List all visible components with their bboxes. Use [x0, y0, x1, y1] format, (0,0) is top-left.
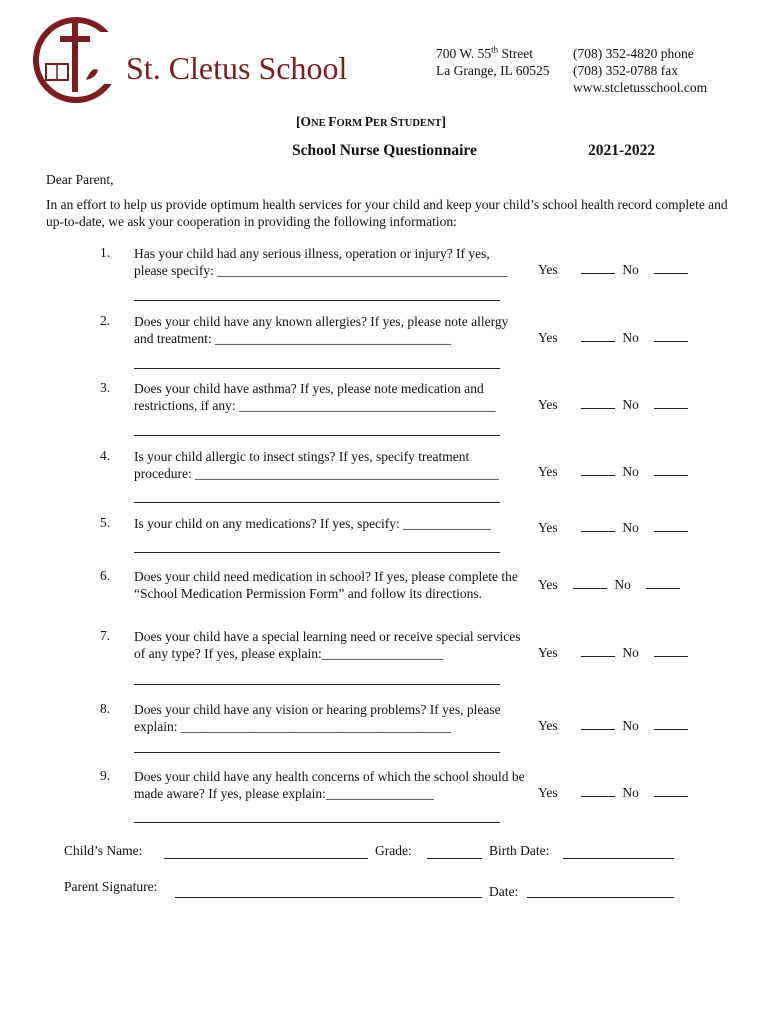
school-name: St. Cletus School — [126, 50, 348, 86]
website: www.stcletusschool.com — [573, 80, 708, 95]
intro-paragraph: In an effort to help us provide optimum health services for your child and keep your child’s school health record complete and up-to-date, we ask your cooperation in providing the following information: — [46, 197, 728, 229]
no-blank[interactable] — [654, 474, 688, 476]
no-label: No — [622, 262, 639, 277]
yes-blank[interactable] — [581, 655, 615, 657]
form-title: School Nurse Questionnaire — [292, 142, 477, 159]
yes-label: Yes — [538, 785, 558, 800]
no-label: No — [622, 464, 639, 479]
fax: (708) 352-0788 fax — [573, 63, 678, 78]
answer-line[interactable] — [134, 300, 500, 301]
no-label: No — [622, 330, 639, 345]
yes-no-field — [538, 464, 688, 480]
question-text: Does your child have any health concerns of which the school should be made aware? If yes, please explain:________________ — [134, 769, 525, 801]
question-text: Does your child have asthma? If yes, please note medication and restrictions, if any: ______________________________________ — [134, 381, 496, 413]
question-text: Is your child allergic to insect stings? If yes, specify treatment procedure: _____________________________________________ — [134, 449, 499, 481]
yes-label: Yes — [538, 520, 558, 535]
yes-label: Yes — [538, 330, 558, 345]
question-number: 9. — [100, 768, 111, 783]
yes-blank[interactable] — [581, 272, 615, 274]
yes-no-field — [538, 645, 688, 661]
answer-line[interactable] — [134, 368, 500, 369]
question-number: 5. — [100, 515, 111, 530]
yes-blank[interactable] — [581, 728, 615, 730]
yes-no-field — [538, 785, 688, 801]
yes-label: Yes — [538, 577, 558, 592]
answer-line[interactable] — [134, 552, 500, 553]
question-number: 3. — [100, 380, 111, 395]
birth-date-field[interactable] — [563, 858, 674, 859]
no-label: No — [622, 645, 639, 660]
yes-label: Yes — [538, 718, 558, 733]
yes-blank[interactable] — [581, 407, 615, 409]
yes-no-field — [538, 577, 680, 593]
school-logo — [30, 14, 122, 106]
question-text: Has your child had any serious illness, operation or injury? If yes, please specify: ___________________________________________ — [134, 246, 508, 278]
yes-label: Yes — [538, 262, 558, 277]
yes-blank[interactable] — [581, 795, 615, 797]
child-name-field[interactable] — [164, 858, 368, 859]
school-year: 2021-2022 — [588, 142, 656, 159]
yes-label: Yes — [538, 464, 558, 479]
parent-signature-field[interactable] — [175, 897, 482, 898]
no-blank[interactable] — [654, 407, 688, 409]
yes-label: Yes — [538, 645, 558, 660]
address-line-2: La Grange, IL 60525 — [436, 63, 550, 78]
question-number: 7. — [100, 628, 111, 643]
form-instruction: [ONE FORM PER STUDENT] — [296, 114, 447, 129]
question-number: 2. — [100, 313, 111, 328]
question-number: 4. — [100, 448, 111, 463]
no-label: No — [622, 520, 639, 535]
yes-blank[interactable] — [573, 587, 607, 589]
yes-no-field — [538, 262, 688, 278]
child-name-label: Child’s Name: — [64, 843, 143, 858]
yes-no-field — [538, 330, 688, 346]
answer-line[interactable] — [134, 435, 500, 436]
grade-field[interactable] — [427, 858, 482, 859]
no-label: No — [614, 577, 631, 592]
yes-no-field — [538, 718, 688, 734]
answer-line[interactable] — [134, 822, 500, 823]
no-blank[interactable] — [654, 728, 688, 730]
question-number: 6. — [100, 568, 111, 583]
no-blank[interactable] — [654, 530, 688, 532]
address-line-1: 700 W. 55th Street — [436, 44, 534, 61]
parent-signature-label: Parent Signature: — [64, 879, 158, 894]
question-text: Is your child on any medications? If yes, specify: _____________ — [134, 516, 491, 531]
answer-line[interactable] — [134, 684, 500, 685]
yes-no-field — [538, 397, 688, 413]
school-address — [436, 45, 549, 79]
date-label: Date: — [489, 884, 519, 899]
no-blank[interactable] — [646, 587, 680, 589]
question-text: Does your child have a special learning need or receive special services of any type? If yes, please explain:__________________ — [134, 629, 521, 661]
yes-label: Yes — [538, 397, 558, 412]
yes-no-field — [538, 520, 688, 536]
question-text: Does your child have any vision or hearing problems? If yes, please explain: ________________________________________ — [134, 702, 501, 734]
phone: (708) 352-4820 phone — [573, 46, 694, 61]
answer-line[interactable] — [134, 502, 500, 503]
date-field[interactable] — [527, 897, 674, 898]
no-blank[interactable] — [654, 795, 688, 797]
yes-blank[interactable] — [581, 530, 615, 532]
no-label: No — [622, 785, 639, 800]
answer-line[interactable] — [134, 752, 500, 753]
grade-label: Grade: — [375, 843, 412, 858]
no-blank[interactable] — [654, 655, 688, 657]
no-label: No — [622, 397, 639, 412]
yes-blank[interactable] — [581, 340, 615, 342]
no-blank[interactable] — [654, 340, 688, 342]
no-blank[interactable] — [654, 272, 688, 274]
school-contact — [573, 45, 707, 96]
school-logo-icon — [30, 14, 122, 106]
question-text: Does your child need medication in school? If yes, please complete the “School Medication Permission Form” and follow its directions. — [134, 569, 518, 601]
no-label: No — [622, 718, 639, 733]
question-text: Does your child have any known allergies? If yes, please note allergy and treatment: ___________________________________ — [134, 314, 509, 346]
greeting: Dear Parent, — [46, 172, 114, 187]
yes-blank[interactable] — [581, 474, 615, 476]
question-number: 1. — [100, 245, 111, 260]
question-number: 8. — [100, 701, 111, 716]
birth-date-label: Birth Date: — [489, 843, 550, 858]
